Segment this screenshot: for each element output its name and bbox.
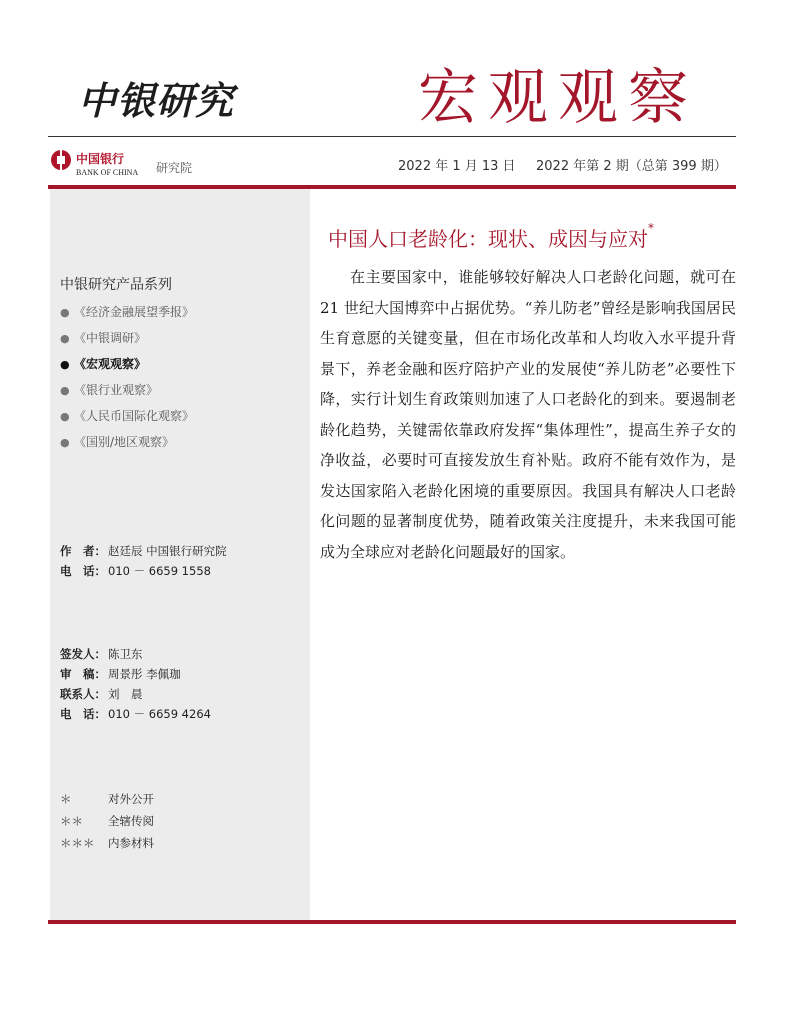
bullet-icon: ●	[60, 358, 70, 371]
bullet-icon: ●	[60, 332, 70, 345]
series-item-rmb[interactable]: ● 《人民币国际化观察》	[60, 406, 194, 432]
author-row: 作 者： 赵廷辰 中国银行研究院	[60, 544, 227, 558]
article-title: 中国人口老龄化：现状、成因与应对*	[328, 221, 654, 251]
bank-of-china-logo-icon	[51, 150, 71, 170]
series-item-research[interactable]: ● 《中银调研》	[60, 328, 194, 354]
distribution-levels	[60, 788, 154, 854]
reviewer-row: 审 稿： 周景彤 李佩珈	[60, 667, 181, 681]
research-logo: 中银研究	[78, 78, 235, 123]
bank-name-cn: 中国银行	[76, 152, 125, 166]
publication-date: 2022 年 1 月 13 日	[398, 159, 516, 174]
series-item-country[interactable]: ● 《国别/地区观察》	[60, 432, 194, 458]
author-info	[60, 541, 227, 581]
bullet-icon: ●	[60, 436, 70, 449]
bottom-accent-bar	[48, 920, 736, 924]
author-phone-row: 电 话： 010 － 6659 1558	[60, 564, 211, 578]
footnote-mark: *	[648, 221, 654, 235]
bank-name-en: BANK OF CHINA	[76, 168, 139, 177]
contact-phone-row: 电 话： 010 － 6659 4264	[60, 707, 211, 721]
contact-row: 联系人： 刘 晨	[60, 687, 143, 701]
series-heading: 中银研究产品系列	[60, 277, 172, 293]
series-list	[60, 302, 194, 458]
bullet-icon: ●	[60, 384, 70, 397]
signer-row: 签发人： 陈卫东	[60, 647, 143, 661]
series-item-outlook[interactable]: ● 《经济金融展望季报》	[60, 302, 194, 328]
level-internal: ＊＊ 全辖传阅	[60, 814, 154, 828]
publication-title: 宏观观察	[418, 63, 698, 133]
issue-number: 2022 年第 2 期（总第 399 期）	[536, 159, 727, 174]
article-abstract: 在主要国家中，谁能够较好解决人口老龄化问题，就可在 21 世纪大国博弈中占据优势。“养儿防老”曾经是影响我国居民生育意愿的关键变量，但在市场化改革和人均收入水平提升背景下，养老金融和医疗陪护产业的发展使“养儿防老”必要性下降，实行计划生育政策则加速了人口老龄化的到来。要遏制老龄化趋势，关键需依靠政府发挥“集体理性”，提高生养子女的净收益，必要时可直接发放生育补贴。政府不能有效作为，是发达国家陷入老龄化困境的重要原因。我国具有解决人口老龄化问题的显著制度优势，随着政策关注度提升，未来我国可能成为全球应对老龄化问题最好的国家。	[320, 268, 736, 561]
bullet-icon: ●	[60, 306, 70, 319]
review-info	[60, 644, 211, 724]
header-divider	[48, 136, 736, 137]
series-item-macro[interactable]: ● 《宏观观察》	[60, 354, 194, 380]
level-public: ＊ 对外公开	[60, 792, 154, 806]
series-item-banking[interactable]: ● 《银行业观察》	[60, 380, 194, 406]
department-label: 研究院	[156, 161, 193, 175]
bullet-icon: ●	[60, 410, 70, 423]
level-confidential: ＊＊＊ 内参材料	[60, 836, 154, 850]
